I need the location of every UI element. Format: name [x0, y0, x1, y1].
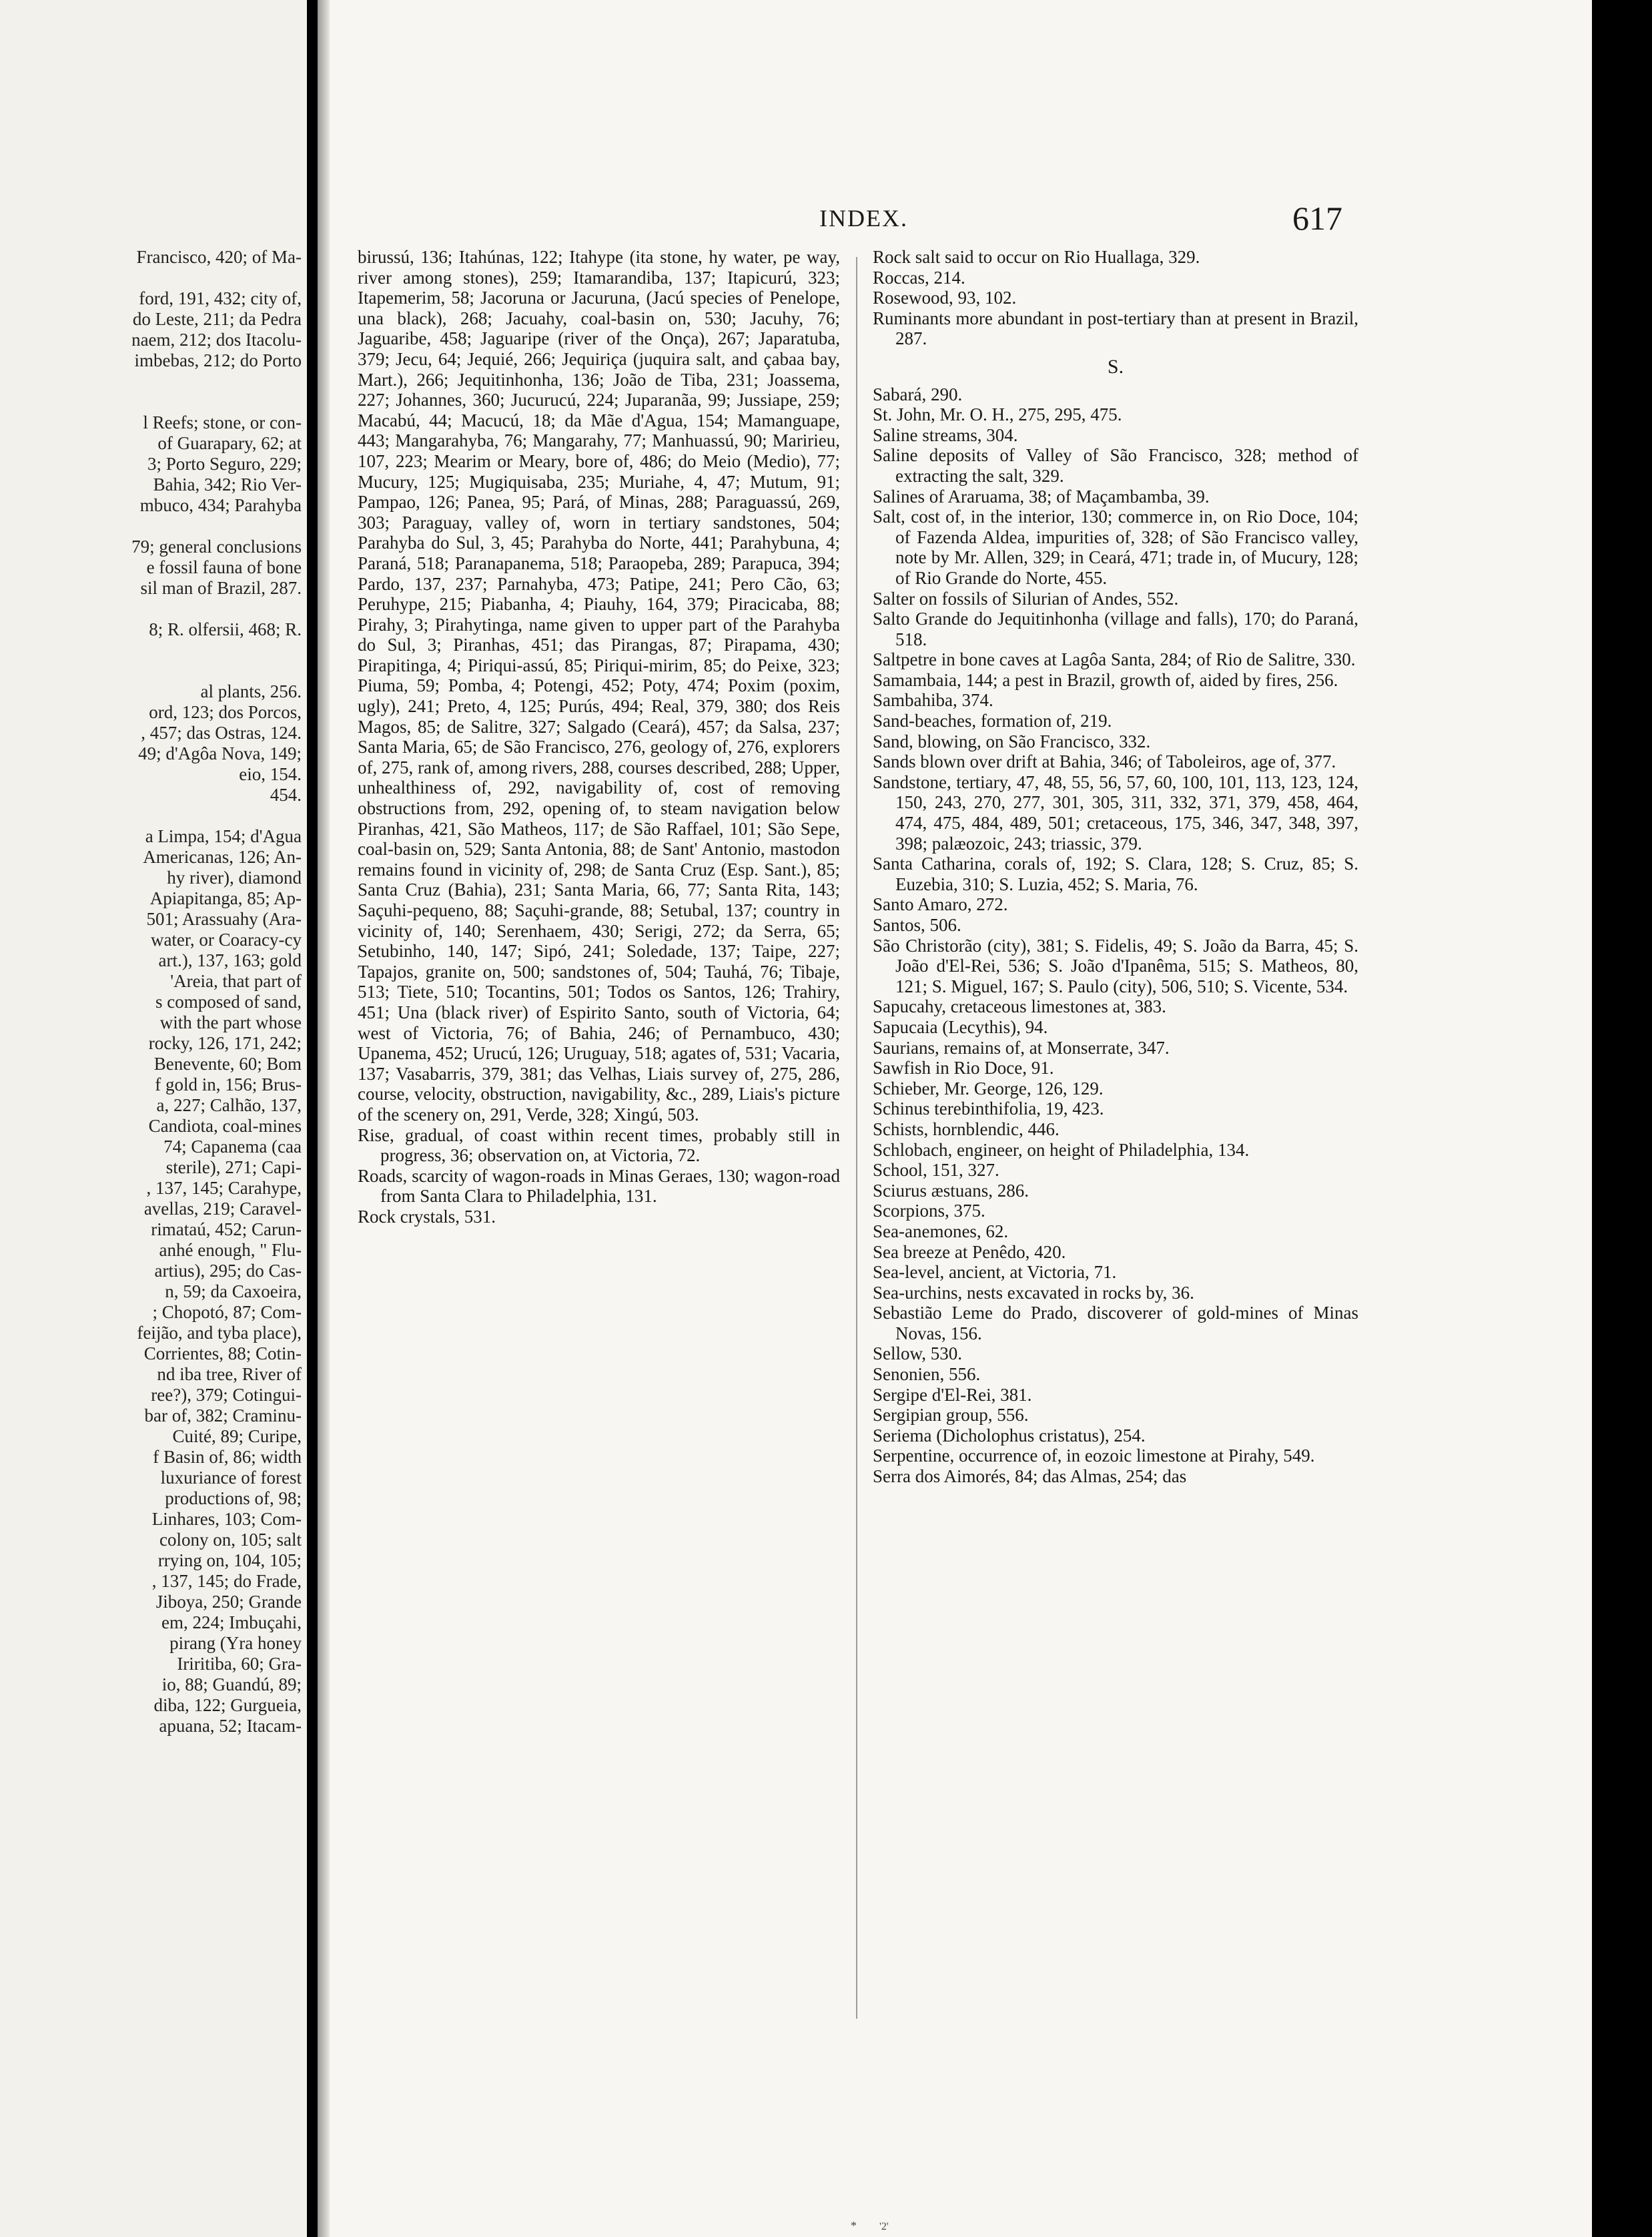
previous-page-line: avellas, 219; Caravel-: [143, 1199, 302, 1219]
index-entry: Sands blown over drift at Bahia, 346; of Taboleiros, age of, 377.: [873, 751, 1336, 772]
index-entry: Seriema (Dicholophus cristatus), 254.: [873, 1425, 1146, 1446]
previous-page-line: 74; Capanema (caa: [163, 1137, 302, 1157]
index-entry: Sawfish in Rio Doce, 91.: [873, 1058, 1054, 1078]
previous-page-line: 49; d'Agôa Nova, 149;: [138, 743, 302, 763]
previous-page-line: rocky, 126, 171, 242;: [148, 1033, 302, 1053]
previous-page-line: [0, 661, 302, 681]
previous-page-line: Candiota, coal-mines: [148, 1116, 302, 1136]
index-entry: Serpentine, occurrence of, in eozoic limestone at Pirahy, 549.: [873, 1446, 1315, 1466]
index-entry: Ruminants more abundant in post-tertiary than at present in Brazil, 287.: [873, 308, 1358, 349]
previous-page-line: 'Areia, that part of: [170, 971, 302, 991]
previous-page-line: do Leste, 211; da Pedra: [132, 309, 302, 329]
index-entry: Sandstone, tertiary, 47, 48, 55, 56, 57, 60, 100, 101, 113, 123, 124, 150, 243, 270, 277, 301, 305, 311, 332, 371, 379, 458, 464, 474, 475, 484, 489, 501; cretaceous, 175, 346, 347, 348, 397, 398; palæozoic, 243; triassic, 379.: [873, 771, 1358, 854]
previous-page-line: nd iba tree, River of: [157, 1364, 302, 1384]
index-entry: São Christorão (city), 381; S. Fidelis, 49; S. João da Barra, 45; S. João d'El-Rei, 536; S. João d'Ipanêma, 515; S. Matheos, 80, 121; S. Miguel, 167; S. Paulo (city), 506, 510; S. Vicente, 534.: [873, 935, 1358, 996]
previous-page-line: a, 227; Calhão, 137,: [156, 1095, 302, 1115]
index-entry: Samambaia, 144; a pest in Brazil, growth of, aided by fires, 256.: [873, 669, 1338, 690]
previous-page-line: mbuco, 434; Parahyba: [139, 495, 302, 515]
previous-page-line: naem, 212; dos Itacolu-: [131, 330, 302, 350]
previous-page-line: Francisco, 420; of Ma-: [136, 247, 302, 267]
previous-page-line: io, 88; Guandú, 89;: [161, 1674, 302, 1694]
index-entry: Sergipian group, 556.: [873, 1405, 1029, 1425]
index-entry: St. John, Mr. O. H., 275, 295, 475.: [873, 404, 1122, 425]
previous-page-line: sterile), 271; Capi-: [165, 1157, 302, 1177]
index-entry: Sapucaia (Lecythis), 94.: [873, 1016, 1048, 1037]
index-entry: Salt, cost of, in the interior, 130; commerce in, on Rio Doce, 104; of Fazenda Aldea, impurities of, 328; of São Francisco valley, note by Mr. Allen, 329; in Ceará, 471; trade in, of Mucury, 128; of Rio Grande do Norte, 455.: [873, 507, 1358, 588]
index-entry: Scorpions, 375.: [873, 1201, 985, 1221]
index-entry: Santa Catharina, corals of, 192; S. Clara, 128; S. Cruz, 85; S. Euzebia, 310; S. Luzia, 452; S. Maria, 76.: [873, 854, 1358, 894]
index-entry: Sea breeze at Penêdo, 420.: [873, 1241, 1066, 1262]
previous-page-line: al plants, 256.: [200, 681, 302, 701]
footer-mark: *: [851, 2219, 857, 2232]
index-entry: Sambahiba, 374.: [873, 690, 993, 711]
previous-page-line: Americanas, 126; An-: [143, 847, 302, 867]
previous-page-line: [0, 516, 302, 537]
previous-page-line: 79; general conclusions: [131, 537, 302, 557]
index-entry: Sellow, 530.: [873, 1343, 962, 1364]
index-entry: Saltpetre in bone caves at Lagôa Santa, 284; of Rio de Salitre, 330.: [873, 649, 1356, 670]
previous-page-line: ; Chopotó, 87; Com-: [152, 1302, 302, 1322]
index-entry: Sergipe d'El-Rei, 381.: [873, 1384, 1032, 1405]
previous-page-line: luxuriance of forest: [160, 1468, 302, 1488]
previous-page-line: [0, 371, 302, 392]
index-column-right: [873, 247, 1358, 1487]
previous-page-line: with the part whose: [159, 1012, 302, 1032]
index-entry: Serra dos Aimorés, 84; das Almas, 254; das: [873, 1466, 1187, 1487]
index-entry: Roads, scarcity of wagon-roads in Minas Geraes, 130; wagon-road from Santa Clara to Philadelphia, 131.: [358, 1165, 840, 1207]
previous-page-line: ford, 191, 432; city of,: [139, 288, 302, 308]
index-entry: School, 151, 327.: [873, 1160, 999, 1181]
previous-page-line: 3; Porto Seguro, 229;: [147, 454, 302, 474]
index-entry: Saurians, remains of, at Monserrate, 347.: [873, 1037, 1170, 1058]
index-entry: Rosewood, 93, 102.: [873, 288, 1017, 308]
previous-page-line: s composed of sand,: [155, 992, 302, 1012]
index-entry: Sea-urchins, nests excavated in rocks by, 36.: [873, 1282, 1194, 1303]
previous-page-line: [0, 806, 302, 826]
previous-page-line: 8; R. olfersii, 468; R.: [149, 619, 302, 639]
previous-page-line: bar of, 382; Craminu-: [144, 1405, 302, 1425]
previous-page-line: Bahia, 342; Rio Ver-: [153, 474, 302, 495]
index-entry: Sciurus æstuans, 286.: [873, 1180, 1029, 1201]
previous-page-line: Corrientes, 88; Cotin-: [143, 1343, 302, 1363]
previous-page-line: hy river), diamond: [167, 868, 302, 888]
index-entry: Saline deposits of Valley of São Francisco, 328; method of extracting the salt, 329.: [873, 445, 1358, 486]
previous-page-line: ree?), 379; Cotingui-: [151, 1385, 302, 1405]
previous-page-line: , 137, 145; Carahype,: [146, 1178, 302, 1198]
index-entry: Senonien, 556.: [873, 1364, 981, 1385]
previous-page-line: Jiboya, 250; Grande: [155, 1592, 302, 1612]
running-header-title: INDEX.: [819, 205, 908, 232]
index-entry: Sea-anemones, 62.: [873, 1221, 1009, 1241]
previous-page-line: [0, 599, 302, 619]
index-entry: Rise, gradual, of coast within recent times, probably still in progress, 36; observation on, at Victoria, 72.: [358, 1125, 840, 1166]
previous-page-line: em, 224; Imbuçahi,: [161, 1612, 302, 1632]
index-entry-continuation: birussú, 136; Itahúnas, 122; Itahype (ita stone, hy water, pe way, river among stones), 259; Itamarandiba, 137; Itapicurú, 323; Itapemerim, 58; Jacoruna or Jacuruna, (Jacú species of Penelope, una black), 268; Jacuahy, coal-basin on, 530; Jacuhy, 76; Jaguaribe, 458; Jaguaripe (river of the Onça), 267; Japaratuba, 379; Jecu, 64; Jequié, 266; Jequiriça (juquira salt, and çabaa bay, Mart.), 266; Jequitinhonha, 136; João de Tiba, 231; Joassema, 227; Johannes, 360; Jucurucú, 224; Juparanãa, 99; Jussiape, 259; Macabú, 44; Macucú, 18; da Mãe d'Agua, 154; Mamanguape, 443; Mangarahyba, 76; Mangarahy, 77; Manhuassú, 90; Maririeu, 107, 223; Mearim or Meary, bore of, 486; do Meio (Medio), 77; Mucury, 125; Mugiquisaba, 235; Muriahe, 4, 47; Mutum, 91; Pampao, 126; Panea, 95; Pará, of Minas, 288; Paraguassú, 269, 303; Paraguay, valley of, worn in tertiary sandstones, 504; Parahyba do Sul, 3, 45; Parahyba do Norte, 441; Parahybuna, 4; Paraná, 518; Paranapanema, 518; Paraopeba, 289; Parapuca, 394; Pardo, 137, 237; Parnahyba, 473; Patipe, 241; Pero Cão, 63; Peruhype, 215; Piabanha, 4; Piauhy, 164, 379; Piracicaba, 88; Pirahy, 3; Pirahytinga, name given to upper part of the Parahyba do Sul, 3; Piranhas, 451; das Pirangas, 87; Pirapama, 430; Pirapitinga, 4; Piriqui-assú, 85; Piriqui-mirim, 85; do Peixe, 323; Piuma, 59; Pomba, 4; Potengi, 452; Poty, 474; Poxim (poxim, ugly), 241; Preto, 4, 125; Purús, 494; Real, 379, 380; dos Reis Magos, 85; de Salitre, 327; Salgado (Ceará), 457; da Salsa, 237; Santa Maria, 65; de São Francisco, 276, geology of, 276, explorers of, 275, rank of, among rivers, 288, courses described, 288; Upper, unhealthiness of, 292, navigability of, cost of removing obstructions from, 292, opening of, to steam navigation below Piranhas, 421, São Matheos, 117; de São Raffael, 101; São Sepe, coal-basin on, 529; Santa Antonia, 88; de Sant' Antonio, mastodon remains found in vicinity of, 298; de Santa Cruz (Esp. Sant.), 85; Santa Cruz (Bahia), 231; Santa Maria, 66, 77; Santa Rita, 143; Saçuhi-pequeno, 88; Saçuhi-grande, 88; Setubal, 137; country in vicinity of, 140; Serenhaem, 430; Serigi, 272; da Serra, 65; Setubinho, 140, 147; Sipó, 241; Soledade, 137; Taipe, 227; Tapajos, granite on, 500; sandstones of, 504; Tauhá, 76; Tibaje, 513; Tiete, 510; Tocantins, 501; Todos os Santos, 126; Trahiry, 451; Una (black river) of Espirito Santo, south of Victoria, 64; west of Victoria, 76; of Bahia, 246; of Pernambuco, 430; Upanema, 452; Urucú, 126; Uruguay, 518; agates of, 531; Vacaria, 137; Vasabarris, 379, 381; das Velhas, Liais survey of, 275, 286, course, velocity, obstruction, navigability, &c., 289, Liais's picture of the scenery on, 291, Verde, 328; Xingú, 503.: [358, 247, 840, 1125]
index-entry: Salto Grande do Jequitinhonha (village and falls), 170; do Paraná, 518.: [873, 609, 1358, 649]
previous-page-line: rrying on, 104, 105;: [157, 1550, 302, 1570]
previous-page-line: [0, 640, 302, 661]
previous-page-line: 454.: [270, 785, 302, 805]
previous-page-line: eio, 154.: [239, 764, 302, 784]
previous-page-line: Apiapitanga, 85; Ap-: [149, 888, 302, 908]
previous-page-sliver: [0, 0, 307, 2237]
index-entry: Santos, 506.: [873, 915, 961, 935]
previous-page-line: [0, 392, 302, 412]
previous-page-line: water, or Coaracy-cy: [150, 930, 302, 950]
previous-page-line: ord, 123; dos Porcos,: [149, 702, 302, 722]
previous-page-line: Iriritiba, 60; Gra-: [177, 1654, 302, 1674]
index-entry: Rock crystals, 531.: [358, 1206, 496, 1227]
column-divider: [856, 257, 857, 2019]
index-entry: Rock salt said to occur on Rio Huallaga, 329.: [873, 247, 1200, 267]
index-entry: Sabará, 290.: [873, 384, 963, 404]
previous-page-line: imbebas, 212; do Porto: [134, 350, 302, 370]
index-letter-heading: S.: [1107, 355, 1124, 378]
previous-page-line: , 457; das Ostras, 124.: [141, 723, 302, 743]
footer-mark-secondary: '2': [879, 2221, 889, 2232]
previous-page-line: artius), 295; do Cas-: [154, 1261, 302, 1281]
index-entry: Schieber, Mr. George, 126, 129.: [873, 1078, 1104, 1098]
previous-page-line: a Limpa, 154; d'Agua: [145, 826, 302, 846]
previous-page-line: 501; Arassuahy (Ara-: [146, 909, 302, 929]
previous-page-line: [0, 268, 302, 288]
page-number: 617: [1292, 200, 1342, 237]
previous-page-line: colony on, 105; salt: [159, 1530, 302, 1550]
previous-page-line: e fossil fauna of bone: [146, 557, 302, 577]
previous-page-line: rimataú, 452; Carun-: [151, 1219, 302, 1239]
previous-page-line: of Guarapary, 62; at: [157, 433, 302, 453]
index-entry: Sapucahy, cretaceous limestones at, 383.: [873, 996, 1166, 1017]
previous-page-line: , 137, 145; do Frade,: [151, 1571, 302, 1591]
index-entry: Salines of Araruama, 38; of Maçambamba, 39.: [873, 486, 1210, 507]
previous-page-line: Benevente, 60; Bom: [153, 1054, 302, 1074]
index-entry: Schlobach, engineer, on height of Philadelphia, 134.: [873, 1139, 1250, 1160]
index-entry: Sea-level, ancient, at Victoria, 71.: [873, 1262, 1117, 1283]
index-column-middle: [358, 247, 840, 1227]
index-entry: Sand, blowing, on São Francisco, 332.: [873, 731, 1151, 751]
previous-page-line: apuana, 52; Itacam-: [159, 1716, 302, 1736]
previous-page-line: f Basin of, 86; width: [153, 1447, 302, 1467]
previous-page-line: anhé enough, " Flu-: [159, 1240, 302, 1260]
previous-page-line: Linhares, 103; Com-: [151, 1509, 302, 1529]
index-entry: Sand-beaches, formation of, 219.: [873, 711, 1112, 731]
previous-page-line: n, 59; da Caxoeira,: [165, 1281, 302, 1301]
previous-page-line: Cuité, 89; Curipe,: [172, 1426, 302, 1446]
previous-page-line: l Reefs; stone, or con-: [143, 412, 302, 432]
page-gutter-shadow: [318, 0, 330, 2237]
previous-page-line: diba, 122; Gurgueia,: [153, 1695, 302, 1715]
index-entry: Schinus terebinthifolia, 19, 423.: [873, 1098, 1104, 1119]
previous-page-line: productions of, 98;: [165, 1488, 302, 1508]
previous-page-line: feijão, and tyba place),: [137, 1323, 302, 1343]
previous-page-line: art.), 137, 163; gold: [158, 950, 302, 970]
index-entry: Salter on fossils of Silurian of Andes, 552.: [873, 588, 1179, 609]
previous-page-text-column: [0, 247, 302, 1736]
index-entry: Roccas, 214.: [873, 267, 965, 288]
index-entry: Schists, hornblendic, 446.: [873, 1118, 1060, 1139]
index-entry: Sebastião Leme do Prado, discoverer of gold-mines of Minas Novas, 156.: [873, 1303, 1358, 1343]
previous-page-line: f gold in, 156; Brus-: [155, 1074, 302, 1094]
index-entry: Saline streams, 304.: [873, 424, 1018, 445]
index-entry: Santo Amaro, 272.: [873, 894, 1008, 915]
previous-page-line: pirang (Yra honey: [169, 1633, 302, 1653]
previous-page-line: sil man of Brazil, 287.: [140, 578, 302, 598]
